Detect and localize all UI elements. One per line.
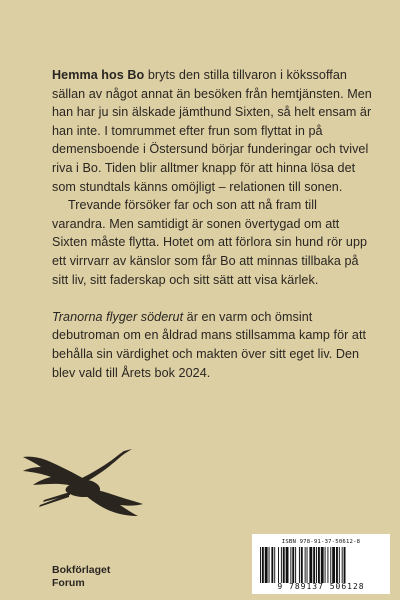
blurb-lead-bold: Hemma hos Bo bbox=[52, 68, 145, 82]
blurb-paragraph-1 bbox=[52, 66, 374, 196]
publisher-line-2: Forum bbox=[52, 576, 85, 589]
book-title-italic: Tranorna flyger söderut bbox=[52, 309, 184, 324]
publisher-line-1: Bokförlaget bbox=[52, 564, 111, 576]
barcode-bars bbox=[260, 547, 384, 583]
blurb-paragraph-3 bbox=[52, 308, 374, 382]
crane-bird-illustration bbox=[20, 440, 150, 520]
blurb-paragraph-1-text: bryts den stilla tillvaron i kökssoffan sällan av något annat än besöken från hemtjänsten. Men han har ju sin älskade jämthund Sixten, så helt ensam är han inte. I tomrummet efter frun som flyttat in på demensboende i Östersund börjar funderingar och tvivel riva i Bo. Tiden blir alltmer knapp för att hinna lösa det som stundtals känns omöjligt – relationen till sonen. bbox=[52, 68, 372, 194]
publisher-logo bbox=[52, 564, 110, 589]
blurb-paragraph-3-text: är en varm och ömsint debutroman om en åldrad mans stillsamma kamp för att behålla sin värdighet och makten över sitt eget liv. Den blev vald till Årets bok 2024. bbox=[52, 309, 367, 380]
barcode-panel bbox=[252, 534, 390, 594]
blurb-paragraph-2: Trevande försöker far och son att nå fram till varandra. Men samtidigt är sonen övertygad om att Sixten måste flytta. Hotet om att förlora sin hund rör upp ett virrvarr av känslor som får Bo att minnas tillbaka på sitt liv, sitt faderskap och sitt sätt att visa kärlek. bbox=[52, 198, 368, 287]
isbn-label: ISBN 978-91-37-50612-8 bbox=[281, 539, 361, 545]
blurb-text bbox=[52, 66, 374, 382]
barcode-number: 9 789137 506128 bbox=[277, 582, 365, 591]
